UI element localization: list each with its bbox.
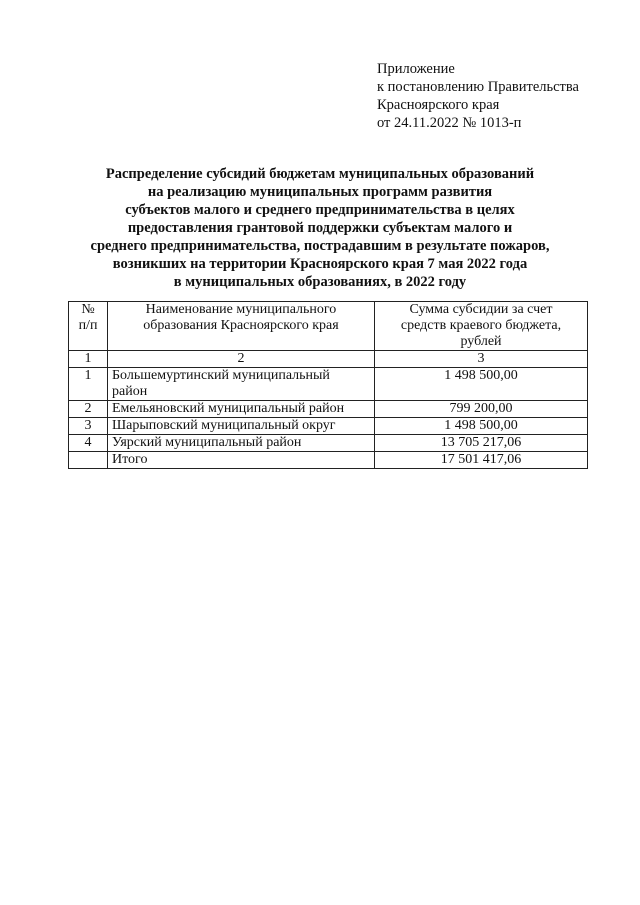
column-number-row xyxy=(69,351,588,368)
header-name-line: образования Красноярского края xyxy=(143,318,339,333)
row-name xyxy=(108,435,375,452)
row-name xyxy=(108,368,375,401)
row-sum: 1 498 500,00 xyxy=(375,368,588,401)
column-number: 3 xyxy=(375,351,588,368)
total-row xyxy=(69,452,588,469)
header-sum xyxy=(375,302,588,351)
row-number: 2 xyxy=(69,401,108,418)
header-sum-line: рублей xyxy=(460,334,502,349)
header-number-line: № xyxy=(81,302,95,317)
row-sum: 13 705 217,06 xyxy=(375,435,588,452)
table-row xyxy=(69,418,588,435)
row-number: 1 xyxy=(69,368,108,401)
header-name xyxy=(108,302,375,351)
row-name-line: Шарыповский муниципальный округ xyxy=(112,418,336,433)
table-header-row xyxy=(69,302,588,351)
row-sum: 799 200,00 xyxy=(375,401,588,418)
column-number: 2 xyxy=(108,351,375,368)
row-name xyxy=(108,418,375,435)
row-name-line: Емельяновский муниципальный район xyxy=(112,401,345,416)
title-line: Распределение субсидий бюджетам муниципальных образований xyxy=(105,166,535,182)
row-name-line: район xyxy=(112,384,148,399)
header-number-line: п/п xyxy=(78,318,98,333)
total-label: Итого xyxy=(108,452,375,469)
total-number-cell xyxy=(69,452,108,469)
header-number xyxy=(69,302,108,351)
header-sum-line: Сумма субсидии за счет xyxy=(409,302,553,317)
appendix-line: к постановлению Правительства xyxy=(377,79,579,95)
title-line: в муниципальных образованиях, в 2022 году xyxy=(173,274,467,290)
appendix-block xyxy=(377,60,579,132)
row-name-line: Большемуртинский муниципальный xyxy=(112,368,330,383)
title-line: на реализацию муниципальных программ развития xyxy=(147,184,493,200)
row-name xyxy=(108,401,375,418)
row-number: 3 xyxy=(69,418,108,435)
table-row xyxy=(69,401,588,418)
appendix-line: от 24.11.2022 № 1013-п xyxy=(377,115,522,131)
header-sum-line: средств краевого бюджета, xyxy=(400,318,562,333)
table-row xyxy=(69,368,588,401)
title-line: предоставления грантовой поддержки субъектам малого и xyxy=(127,220,513,236)
appendix-line: Красноярского края xyxy=(377,97,500,113)
row-number: 4 xyxy=(69,435,108,452)
appendix-line: Приложение xyxy=(377,61,455,77)
document-title xyxy=(60,165,580,291)
header-name-line: Наименование муниципального xyxy=(145,302,337,317)
row-sum: 1 498 500,00 xyxy=(375,418,588,435)
total-sum: 17 501 417,06 xyxy=(375,452,588,469)
title-line: возникших на территории Красноярского края 7 мая 2022 года xyxy=(112,256,528,272)
title-line: субъектов малого и среднего предпринимательства в целях xyxy=(125,202,515,218)
row-name-line: Уярский муниципальный район xyxy=(112,435,302,450)
table-row xyxy=(69,435,588,452)
column-number: 1 xyxy=(69,351,108,368)
subsidy-table xyxy=(68,301,588,469)
title-line: среднего предпринимательства, пострадавшим в результате пожаров, xyxy=(90,238,550,254)
